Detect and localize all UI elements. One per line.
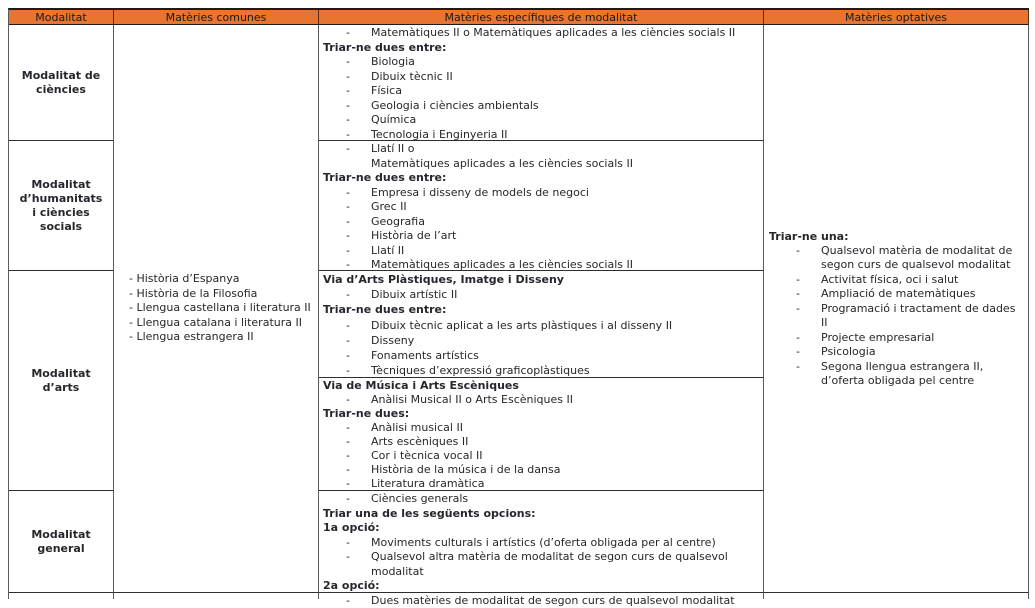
list-item: - Llengua castellana i literatura II bbox=[121, 301, 318, 316]
list-item: - Biologia bbox=[323, 55, 760, 70]
list-item: - Física bbox=[323, 84, 760, 99]
header-label: Modalitat bbox=[35, 11, 86, 24]
header-cell-materies-optatives bbox=[764, 10, 1029, 25]
list-item: - Tècniques d’expressió graficoplàstiques bbox=[323, 363, 760, 378]
list-item: - Disseny bbox=[323, 333, 760, 348]
row-label-modalitat-arts bbox=[9, 271, 114, 491]
list-item: - Història de la música i de la dansa bbox=[323, 463, 760, 477]
header-cell-materies-especifiques bbox=[319, 10, 764, 25]
list-item: - Química bbox=[323, 113, 760, 128]
row-label-text: Modalitat general bbox=[17, 528, 105, 556]
row-label-text: Modalitat de ciències bbox=[17, 69, 105, 97]
option2-label: 2a opció: bbox=[323, 579, 760, 594]
choose-heading: Triar-ne dues entre: bbox=[323, 41, 760, 56]
modalitats-table bbox=[8, 8, 1029, 599]
optatives-cell bbox=[764, 25, 1029, 593]
via-heading: Via d’Arts Plàstiques, Imatge i Disseny bbox=[323, 272, 760, 287]
especifiques-musica-cell bbox=[319, 378, 764, 491]
list-item: - Història d’Espanya bbox=[121, 272, 318, 287]
especifiques-arts-plastiques-cell bbox=[319, 271, 764, 378]
list-item: - Anàlisi Musical II o Arts Escèniques II bbox=[323, 393, 760, 407]
via-heading: Via de Música i Arts Escèniques bbox=[323, 379, 760, 393]
list-item: - Psicologia bbox=[769, 345, 1024, 360]
choose-heading: Triar-ne una: bbox=[769, 229, 1024, 244]
header-cell-modalitat bbox=[9, 10, 114, 25]
list-item: - Llengua estrangera II bbox=[121, 330, 318, 345]
list-item: - Qualsevol altra matèria de modalitat de segon curs de qualsevol modalitat bbox=[323, 550, 760, 579]
list-item: - Anàlisi musical II bbox=[323, 421, 760, 435]
row-label-modalitat-general bbox=[9, 491, 114, 593]
choose-heading: Triar-ne dues entre: bbox=[323, 302, 760, 317]
row-label-text: Modalitat d’humanitats i ciències socials bbox=[17, 178, 105, 234]
list-item: - Història de la Filosofia bbox=[121, 287, 318, 302]
list-item-continuation: Matemàtiques aplicades a les ciències socials II bbox=[323, 157, 760, 172]
list-item: - Literatura dramàtica bbox=[323, 477, 760, 491]
especifiques-ciencies-cell bbox=[319, 25, 764, 141]
list-item: - Segona llengua estrangera II, d’oferta obligada pel centre bbox=[769, 360, 1024, 389]
choose-heading: Triar una de les següents opcions: bbox=[323, 507, 760, 522]
choose-heading: Triar-ne dues: bbox=[323, 407, 760, 421]
list-item: - Geografia bbox=[323, 215, 760, 230]
list-item: - Ciències generals bbox=[323, 492, 760, 507]
row-label-modalitat-ciencies bbox=[9, 25, 114, 141]
list-item: - Dibuix artístic II bbox=[323, 287, 760, 302]
list-item: - Llengua catalana i literatura II bbox=[121, 316, 318, 331]
especifiques-humanitats-cell bbox=[319, 141, 764, 271]
comunes-cell bbox=[114, 25, 319, 593]
list-item: - Llatí II o bbox=[323, 142, 760, 157]
header-label: Matèries comunes bbox=[166, 11, 267, 24]
especifiques-general-cell bbox=[319, 491, 764, 593]
list-item: - Matemàtiques II o Matemàtiques aplicades a les ciències socials II bbox=[323, 26, 760, 41]
row-label-modalitat-humanitats bbox=[9, 141, 114, 271]
header-cell-materies-comunes bbox=[114, 10, 319, 25]
option1-label: 1a opció: bbox=[323, 521, 760, 536]
list-item: - Qualsevol matèria de modalitat de segon curs de qualsevol modalitat bbox=[769, 244, 1024, 273]
header-label: Matèries optatives bbox=[845, 11, 947, 24]
list-item: - Empresa i disseny de models de negoci bbox=[323, 186, 760, 201]
list-item: - Ampliació de matemàtiques bbox=[769, 287, 1024, 302]
list-item: - Projecte empresarial bbox=[769, 331, 1024, 346]
list-item: - Dibuix tècnic aplicat a les arts plàstiques i al disseny II bbox=[323, 318, 760, 333]
choose-heading: Triar-ne dues entre: bbox=[323, 171, 760, 186]
list-item: - Arts escèniques II bbox=[323, 435, 760, 449]
list-item: - Llatí II bbox=[323, 244, 760, 259]
cutoff-row-cell bbox=[114, 593, 319, 599]
list-item: - Activitat física, oci i salut bbox=[769, 273, 1024, 288]
row-label-text: Modalitat d’arts bbox=[17, 367, 105, 395]
list-item: - Tecnologia i Enginyeria II bbox=[323, 128, 760, 143]
list-item: - Història de l’art bbox=[323, 229, 760, 244]
header-label: Matèries específiques de modalitat bbox=[444, 11, 637, 24]
list-item: - Moviments culturals i artístics (d’oferta obligada per al centre) bbox=[323, 536, 760, 551]
cutoff-row-cell bbox=[9, 593, 114, 599]
list-item: - Dibuix tècnic II bbox=[323, 70, 760, 85]
list-item: - Cor i tècnica vocal II bbox=[323, 449, 760, 463]
list-item: - Dues matèries de modalitat de segon curs de qualsevol modalitat bbox=[323, 594, 760, 608]
list-item: - Fonaments artístics bbox=[323, 348, 760, 363]
list-item: - Matemàtiques aplicades a les ciències socials II bbox=[323, 258, 760, 273]
list-item: - Grec II bbox=[323, 200, 760, 215]
cutoff-row-cell bbox=[764, 593, 1029, 599]
list-item: - Programació i tractament de dades II bbox=[769, 302, 1024, 331]
list-item: - Geologia i ciències ambientals bbox=[323, 99, 760, 114]
